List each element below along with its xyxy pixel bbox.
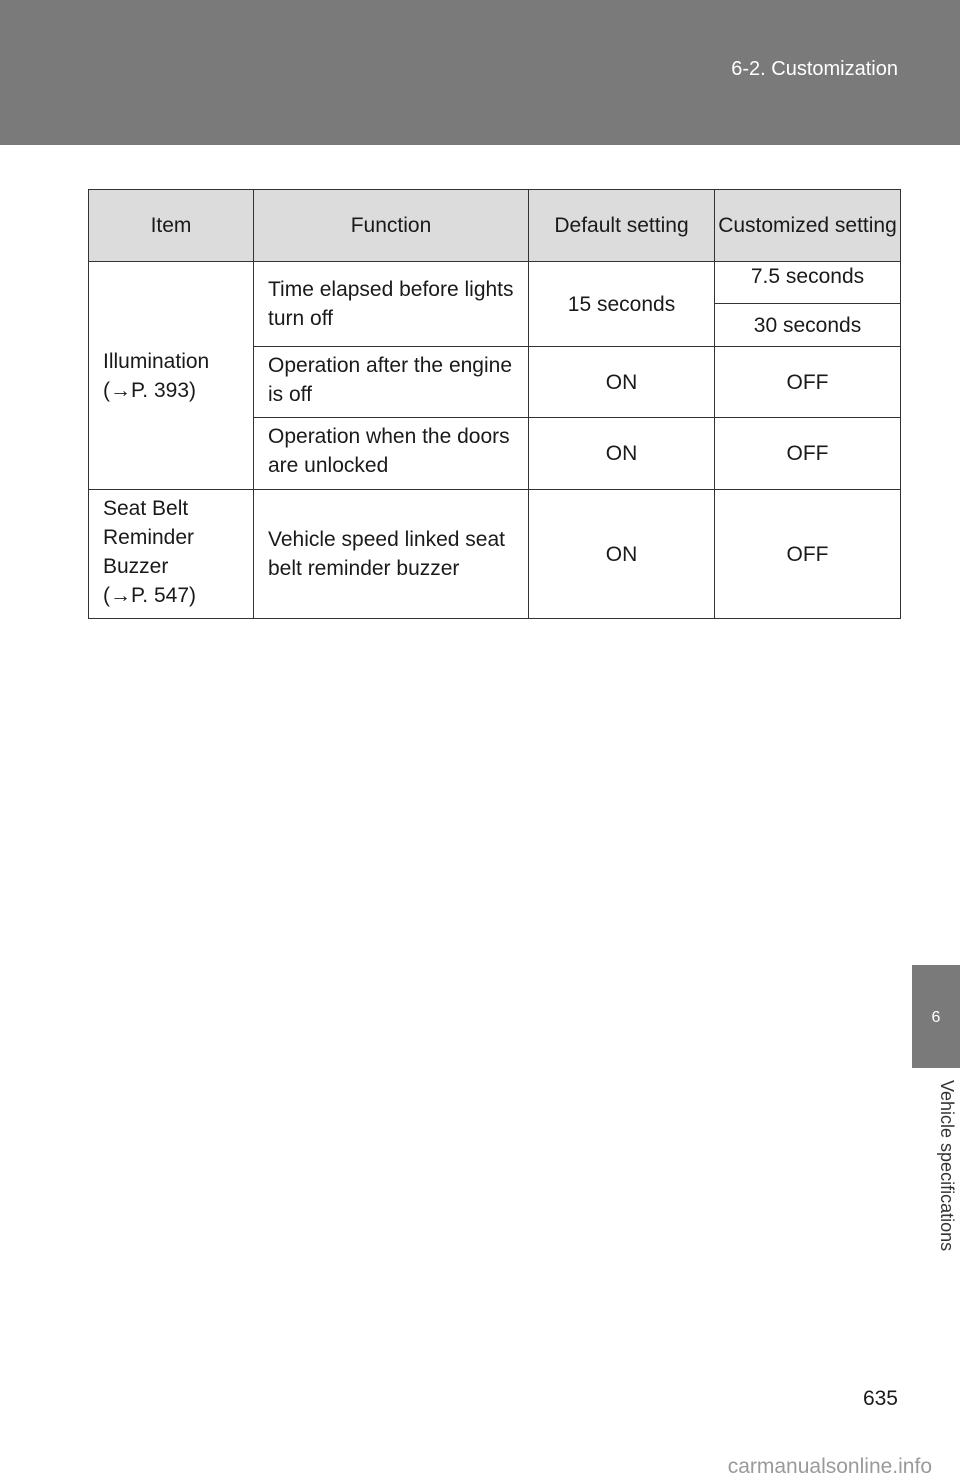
table-header-row	[89, 190, 901, 262]
header-item: Item	[89, 190, 254, 262]
customized-cell: OFF	[715, 347, 901, 418]
table-row	[89, 262, 901, 304]
header-function: Function	[254, 190, 529, 262]
customization-table	[88, 189, 901, 619]
page-header	[0, 0, 960, 145]
header-default-setting: Default setting	[529, 190, 715, 262]
header-customized-setting: Customized setting	[715, 190, 901, 262]
default-cell: ON	[529, 347, 715, 418]
chapter-number: 6	[931, 1009, 941, 1026]
item-label: Seat Belt Reminder Buzzer	[103, 497, 195, 578]
item-cell-illumination	[89, 262, 254, 490]
default-cell: 15 seconds	[529, 262, 715, 347]
function-cell: Time elapsed before lights turn off	[254, 262, 529, 347]
customized-cell: OFF	[715, 418, 901, 490]
function-cell: Operation after the engine is off	[254, 347, 529, 418]
chapter-title: Vehicle specifications	[937, 1080, 957, 1252]
customized-cell: 30 seconds	[715, 304, 901, 347]
item-label: Illumination	[103, 349, 210, 373]
item-page-ref: (→P. 547)	[103, 584, 196, 607]
chapter-tab	[912, 965, 960, 1068]
default-cell: ON	[529, 418, 715, 490]
watermark: carmanualsonline.info	[727, 1455, 932, 1478]
customized-cell: OFF	[715, 490, 901, 619]
function-cell: Operation when the doors are unlocked	[254, 418, 529, 490]
function-cell: Vehicle speed linked seat belt reminder buzzer	[254, 490, 529, 619]
item-page-ref: (→P. 393)	[103, 378, 196, 402]
table-row	[89, 490, 901, 619]
section-title: 6-2. Customization	[731, 58, 898, 80]
customized-cell: 7.5 seconds	[715, 262, 901, 304]
page-number: 635	[862, 1387, 898, 1410]
item-cell-seat-belt	[89, 490, 254, 619]
default-cell: ON	[529, 490, 715, 619]
